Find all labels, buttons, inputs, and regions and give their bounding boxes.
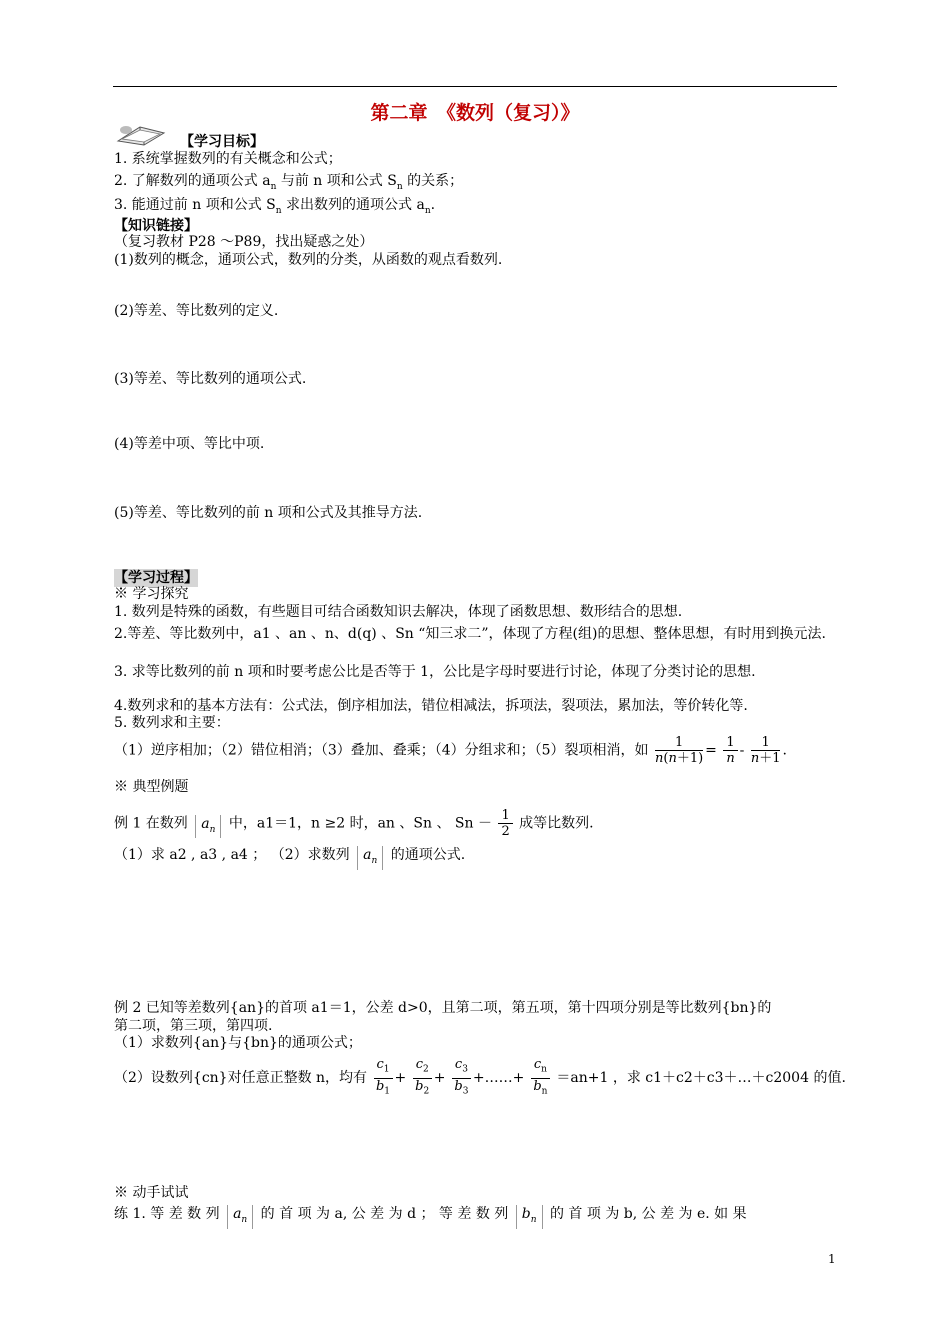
practice-1-start: 练 1. 等 差 数 列 xyxy=(114,1206,220,1222)
examples-header: ※ 典型例题 xyxy=(114,779,189,795)
practice-1-mid: 的 首 项 为 a, 公 差 为 d ； 等 差 数 列 xyxy=(260,1206,509,1222)
explore-5: 5. 数列求和主要： xyxy=(114,715,230,731)
example-1-end: 成等比数列. xyxy=(519,815,594,832)
sequence-braces: $a_n$ xyxy=(227,1205,253,1229)
sum-methods: （1）逆序相加；（2）错位相消；（3）叠加、叠乘；（4）分组求和；（5）裂项相消，如 $\frac{1}{n(n+1)}$ = $\frac{1}{n}$ - $\frac{1}{n+1}$ . xyxy=(114,735,787,766)
link-item-1: (1)数列的概念，通项公式，数列的分类，从函数的观点看数列. xyxy=(114,252,503,268)
explore-1: 1. 数列是特殊的函数，有些题目可结合函数知识去解决，体现了函数思想、数形结合的思想. xyxy=(114,604,683,620)
link-item-2: (2)等差、等比数列的定义. xyxy=(114,303,279,319)
link-item-3: (3)等差、等比数列的通项公式. xyxy=(114,371,307,387)
link-item-4: (4)等差中项、等比中项. xyxy=(114,436,265,452)
example-2-q2-text: （2）设数列{cn}对任意正整数 n，均有 xyxy=(114,1070,368,1087)
link-note: （复习教材 P28 ～P89，找出疑惑之处） xyxy=(114,234,374,250)
fraction-c3-b3: $\frac{c_3}{b_3}$ xyxy=(452,1057,471,1099)
practice-header: ※ 动手试试 xyxy=(114,1185,189,1201)
example-2-question-2: （2）设数列{cn}对任意正整数 n，均有 $\frac{c_1}{b_1}$ + $\frac{c_2}{b_2}$ + $\frac{c_3}{b_3}$ +……+ $\frac{c_n}{b_n}$ ＝an+1 ，求 c1＋c2＋c3＋…＋c2004 的值. xyxy=(114,1057,846,1099)
explore-3: 3. 求等比数列的前 n 项和时要考虑公比是否等于 1，公比是字母时要进行讨论，体现了分类讨论的思想. xyxy=(114,664,756,680)
sequence-braces: $a_n$ xyxy=(195,815,221,839)
sequence-braces: $b_n$ xyxy=(516,1205,543,1229)
link-header: 【知识链接】 xyxy=(114,218,198,234)
sequence-braces: $a_n$ xyxy=(357,846,383,870)
practice-1-end: 的 首 项 为 b, 公 差 为 e. 如 果 xyxy=(549,1206,747,1222)
example-1-question-end: 的通项公式. xyxy=(390,847,466,863)
example-2-question-1: （1）求数列{an}与{bn}的通项公式； xyxy=(114,1035,362,1051)
sum-methods-text: （1）逆序相加；（2）错位相消；（3）叠加、叠乘；（4）分组求和；（5）裂项相消，如 xyxy=(114,742,649,759)
page-number: 1 xyxy=(828,1252,836,1266)
fraction-half: $\frac{1}{2}$ xyxy=(498,808,512,839)
example-1 xyxy=(114,808,594,839)
fraction-lhs: $\frac{1}{n(n+1)}$ xyxy=(655,735,704,766)
page-title: 第二章 《数列（复习）》 xyxy=(370,102,580,124)
example-1-intro: 例 1 在数列 xyxy=(114,815,188,832)
explore-4: 4.数列求和的基本方法有：公式法，倒序相加法，错位相减法，拆项法，裂项法，累加法，等价转化等. xyxy=(114,698,748,714)
header-rule xyxy=(113,86,837,87)
book-icon xyxy=(114,121,172,147)
goal-2: 2. 了解数列的通项公式 $a_n$ 与前 n 项和公式 $S_n$ 的关系； xyxy=(114,173,464,192)
fraction-rhs-1: $\frac{1}{n}$ xyxy=(723,735,737,766)
explore-2: 2.等差、等比数列中，a1 、an 、n、d(q) 、Sn “知三求二”，体现了方程(组)的思想、整体思想，有时用到换元法. xyxy=(114,626,826,642)
example-2-line-1: 例 2 已知等差数列{an}的首项 a1＝1，公差 d>0，且第二项，第五项，第十四项分别是等比数列{bn}的 xyxy=(114,1000,772,1016)
fraction-c2-b2: $\frac{c_2}{b_2}$ xyxy=(413,1057,432,1099)
practice-1 xyxy=(114,1205,747,1229)
example-1-questions xyxy=(114,846,465,870)
goal-1: 1. 系统掌握数列的有关概念和公式； xyxy=(114,151,342,167)
example-1-question-text: （1）求 a2 , a3 , a4 ； （2）求数列 xyxy=(114,847,350,863)
fraction-rhs-2: $\frac{1}{n+1}$ xyxy=(750,735,781,766)
explore-header: ※ 学习探究 xyxy=(114,586,189,602)
fraction-c1-b1: $\frac{c_1}{b_1}$ xyxy=(374,1057,393,1099)
example-2-q2-end: ＝an+1 ，求 c1＋c2＋c3＋…＋c2004 的值. xyxy=(556,1070,846,1087)
goal-3: 3. 能通过前 n 项和公式 $S_n$ 求出数列的通项公式 $a_n$. xyxy=(114,197,436,216)
goals-header: 【学习目标】 xyxy=(180,134,264,150)
example-1-condition: 中，a1＝1，n ≥2 时，an 、Sn 、 Sn － xyxy=(228,815,492,832)
example-2-line-2: 第二项，第三项，第四项. xyxy=(114,1018,273,1034)
fraction-cn-bn: $\frac{c_n}{b_n}$ xyxy=(531,1057,550,1099)
process-header: 【学习过程】 xyxy=(114,570,198,586)
link-item-5: (5)等差、等比数列的前 n 项和公式及其推导方法. xyxy=(114,505,423,521)
